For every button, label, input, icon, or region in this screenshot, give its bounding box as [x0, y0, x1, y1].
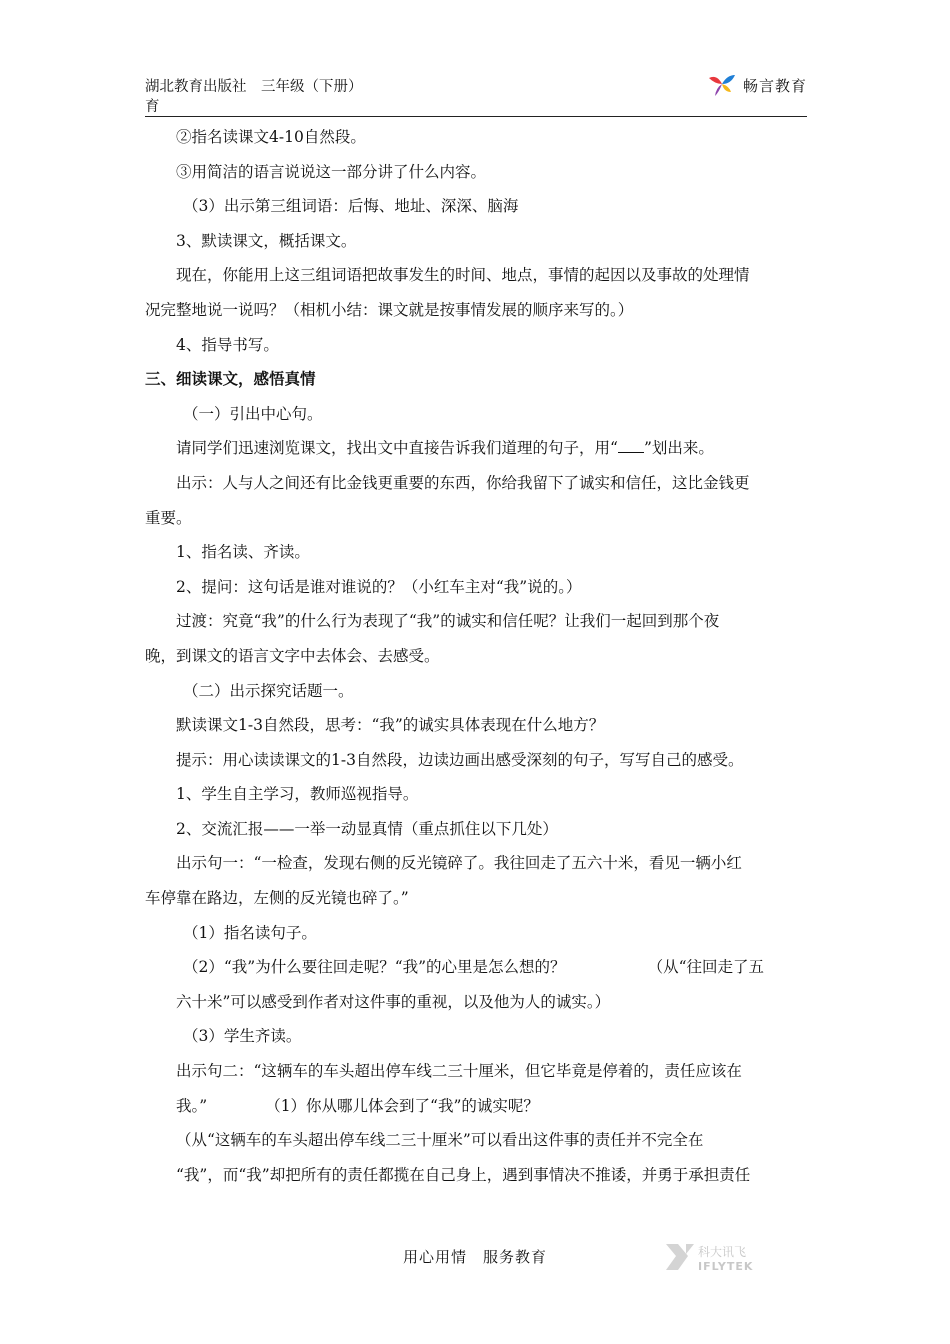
publisher-text: 湖北教育出版社 三年级（下册）: [145, 79, 363, 95]
underline-blank: [618, 440, 644, 453]
logo-text-cn: 科大讯飞: [698, 1245, 747, 1259]
body-line: [145, 1089, 807, 1124]
body-line: 况完整地说一说吗？（相机小结：课文就是按事情发展的顺序来写的。）: [145, 300, 634, 319]
body-line: 六十米”可以感受到作者对这件事的重视，以及他为人的诚实。）: [176, 992, 611, 1011]
footer-slogan: 用心用情 服务教育: [402, 1248, 547, 1266]
document-body: [145, 120, 807, 1192]
line-text-tail: ”划出来。: [643, 439, 714, 458]
body-line: 重要。: [145, 508, 192, 527]
body-line: 晚，到课文的语言文字中去体会、去感受。: [145, 646, 440, 665]
body-line: 车停靠在路边，左侧的反光镜也碎了。”: [145, 889, 409, 908]
line-text: 我。”: [176, 1096, 208, 1115]
body-line: ②指名读课文4-10自然段。: [176, 128, 366, 146]
publisher-text-wrap: 育: [145, 99, 160, 115]
body-line: 2、交流汇报——一举一动显真情（重点抓住以下几处）: [176, 819, 558, 838]
header-brand: [707, 70, 807, 100]
body-line: （二）出示探究话题一。: [183, 681, 354, 700]
iflytek-logo-icon: [662, 1240, 792, 1274]
body-line: [145, 431, 807, 466]
body-line: 默读课文1-3自然段，思考：“我”的诚实具体表现在什么地方？: [176, 716, 605, 735]
body-line: 提示：用心读读课文的1-3自然段，边读边画出感受深刻的句子，写写自己的感受。: [176, 750, 744, 769]
page-footer: [0, 1240, 950, 1280]
body-line: （一）引出中心句。: [183, 404, 323, 423]
body-line: 现在，你能用上这三组词语把故事发生的时间、地点，事情的起因以及事故的处理情: [176, 266, 750, 285]
body-line: ③用简洁的语言说说这一部分讲了什么内容。: [176, 162, 487, 181]
body-line: （3）学生齐读。: [183, 1027, 302, 1046]
body-line: 出示：人与人之间还有比金钱更重要的东西，你给我留下了诚实和信任，这比金钱更: [176, 473, 750, 492]
body-line: 过渡：究竟“我”的什么行为表现了“我”的诚实和信任呢？让我们一起回到那个夜: [176, 612, 720, 631]
page-header: [145, 70, 807, 117]
body-line: “我”，而“我”却把所有的责任都揽在自己身上，遇到事情决不推诿，并勇于承担责任: [176, 1165, 751, 1184]
line-text: （2）“我”为什么要往回走呢？“我”的心里是怎么想的？: [183, 958, 566, 977]
body-line: 1、指名读、齐读。: [176, 543, 310, 562]
brand-name: 畅言教育: [742, 76, 807, 95]
line-text-tail: （从“往回走了五: [647, 958, 764, 977]
body-line: 出示句一：“一检查，发现右侧的反光镜碎了。我往回走了五六十米，看见一辆小红: [176, 854, 742, 873]
body-line: [145, 950, 807, 985]
body-line: （1）指名读句子。: [183, 923, 317, 942]
changyan-bird-logo-icon: [707, 72, 737, 98]
section-heading: 三、细读课文，感悟真情: [145, 369, 316, 389]
body-line: 1、学生自主学习，教师巡视指导。: [176, 785, 419, 804]
line-text: 请同学们迅速浏览课文，找出文中直接告诉我们道理的句子，用“: [176, 439, 618, 458]
line-text-tail: （1）你从哪儿体会到了“我”的诚实呢？: [265, 1096, 539, 1115]
body-line: 出示句二：“这辆车的车头超出停车线二三十厘米，但它毕竟是停着的，责任应该在: [176, 1062, 742, 1081]
body-line: 2、提问：这句话是谁对谁说的？（小红车主对“我”说的。）: [176, 577, 582, 596]
header-publisher: [145, 77, 415, 117]
body-line: 3、默读课文，概括课文。: [176, 231, 357, 250]
body-line: （3）出示第三组词语：后悔、地址、深深、脑海: [183, 197, 519, 216]
body-line: （从“这辆车的车头超出停车线二三十厘米”可以看出这件事的责任并不完全在: [176, 1131, 704, 1150]
logo-text-en: IFLYTEK: [698, 1260, 754, 1273]
body-line: 4、指导书写。: [176, 335, 279, 354]
